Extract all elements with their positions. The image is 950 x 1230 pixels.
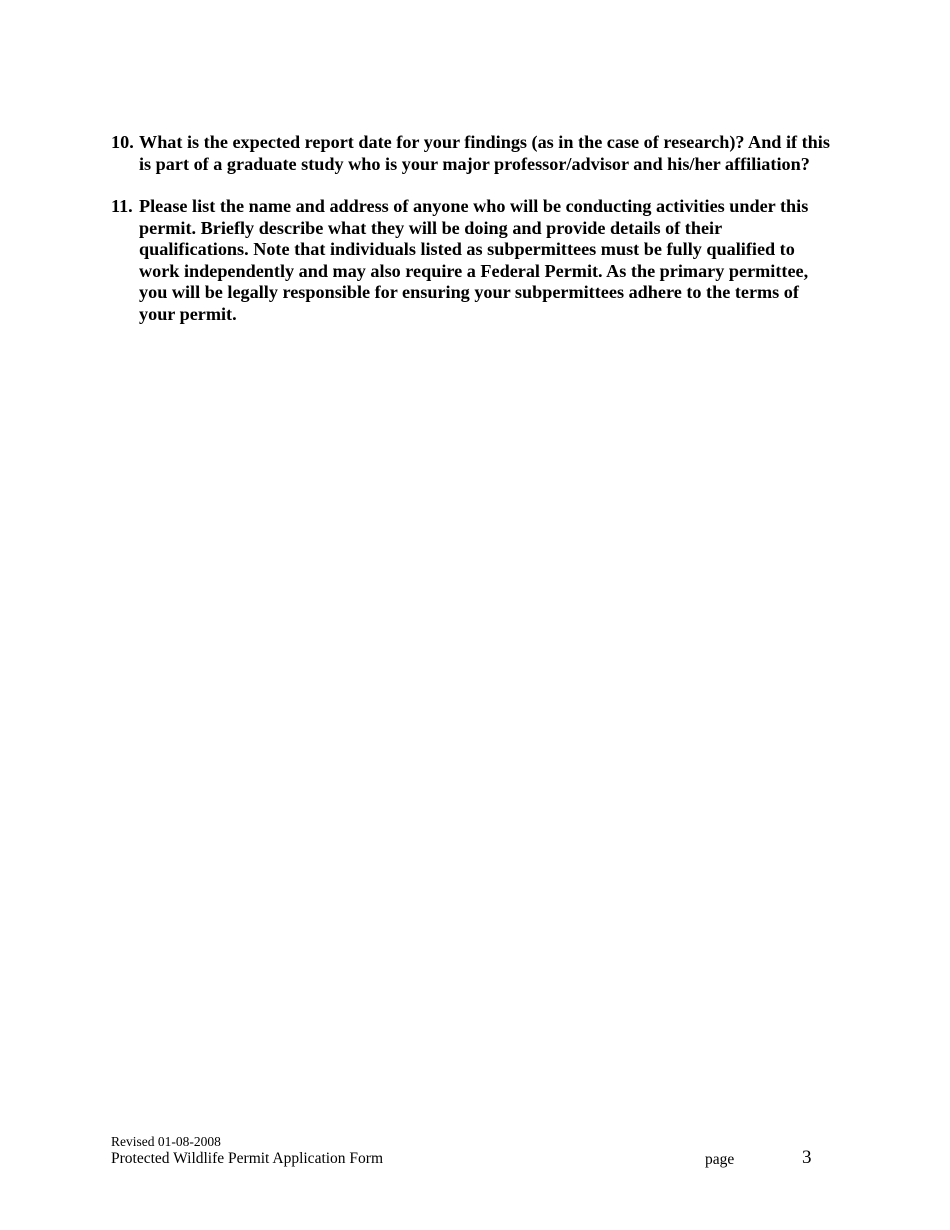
form-name: Protected Wildlife Permit Application Form <box>111 1150 384 1167</box>
question-text: What is the expected report date for your findings (as in the case of research)? And if this is part of a graduate study who is your major professor/advisor and his/her affiliation? <box>139 132 830 174</box>
question-number: 11. <box>111 196 133 216</box>
question-text: Please list the name and address of anyone who will be conducting activities under this permit. Briefly describe what they will be doing and provide details of their qualifications. Note that individuals listed as subpermittees must be fully qualified to work independently and may also require a Federal Permit. As the primary permittee, you will be legally responsible for ensuring your subpermittees adhere to the terms of your permit. <box>139 196 809 324</box>
page-label: page <box>705 1151 735 1168</box>
question-11 <box>111 196 836 325</box>
question-list <box>111 132 836 346</box>
revision-date: Revised 01-08-2008 <box>111 1134 221 1149</box>
page-number: 3 <box>802 1147 812 1168</box>
question-number: 10. <box>111 132 134 152</box>
question-10 <box>111 132 836 175</box>
footer-info <box>111 1134 383 1168</box>
